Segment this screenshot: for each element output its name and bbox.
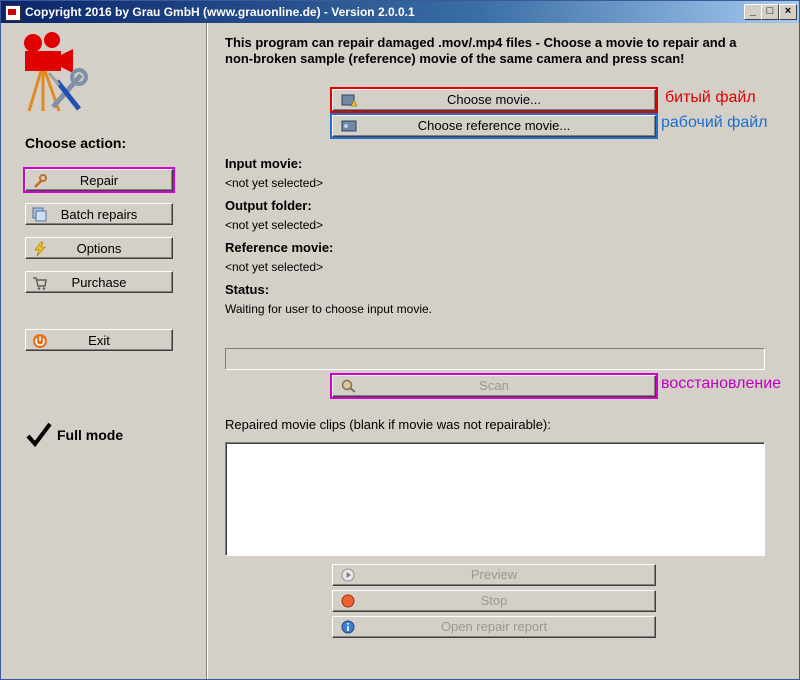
output-folder-label: Output folder: — [225, 198, 312, 213]
progress-bar — [225, 348, 765, 370]
purchase-button-label: Purchase — [71, 275, 127, 290]
lightning-icon — [32, 241, 48, 257]
stop-button[interactable] — [332, 590, 656, 612]
status-value: Waiting for user to choose input movie. — [225, 302, 432, 316]
minimize-button[interactable]: _ — [744, 4, 762, 20]
exit-button-label: Exit — [88, 333, 110, 348]
full-mode-label: Full mode — [57, 427, 124, 443]
camera-tools-logo-icon — [19, 31, 89, 113]
reference-movie-label: Reference movie: — [225, 240, 334, 255]
options-button-label: Options — [76, 241, 122, 256]
window-title: Copyright 2016 by Grau GmbH (www.grauonline.de) - Version 2.0.0.1 — [25, 5, 415, 19]
magnifier-icon — [341, 379, 357, 393]
repair-button[interactable] — [25, 169, 173, 191]
scan-button[interactable] — [332, 375, 656, 397]
purchase-button[interactable] — [25, 271, 173, 293]
reference-movie-value: <not yet selected> — [225, 260, 324, 274]
choose-action-heading: Choose action: — [25, 135, 127, 151]
stop-icon — [341, 594, 357, 608]
options-button[interactable] — [25, 237, 173, 259]
title-bar[interactable] — [1, 1, 799, 23]
choose-movie-label: Choose movie... — [447, 92, 541, 107]
batch-repairs-button[interactable] — [25, 203, 173, 225]
input-movie-value: <not yet selected> — [225, 176, 324, 190]
output-folder-value: <not yet selected> — [225, 218, 324, 232]
movie-icon — [341, 119, 357, 133]
close-button[interactable]: × — [779, 4, 797, 20]
open-repair-report-label: Open repair report — [440, 619, 548, 634]
batch-repairs-button-label: Batch repairs — [60, 207, 138, 222]
sidebar — [1, 23, 206, 679]
main-panel — [208, 23, 799, 679]
preview-button[interactable] — [332, 564, 656, 586]
scan-label: Scan — [479, 378, 509, 393]
wrench-icon — [32, 173, 48, 189]
exit-button[interactable] — [25, 329, 173, 351]
choose-reference-label: Choose reference movie... — [417, 118, 571, 133]
app-icon — [5, 5, 21, 21]
maximize-button[interactable]: □ — [761, 4, 779, 20]
repaired-clips-list[interactable] — [225, 442, 765, 556]
intro-text: This program can repair damaged .mov/.mp4 files - Choose a movie to repair and a non-broken sample (reference) movie of the same camera and press scan! — [225, 35, 737, 66]
choose-movie-button[interactable] — [332, 89, 656, 111]
cart-icon — [32, 275, 48, 291]
stop-label: Stop — [480, 593, 508, 608]
repaired-clips-label: Repaired movie clips (blank if movie was not repairable): — [225, 417, 551, 432]
play-icon — [341, 568, 357, 582]
input-movie-label: Input movie: — [225, 156, 303, 171]
preview-label: Preview — [470, 567, 518, 582]
movie-warning-icon — [341, 93, 357, 107]
repair-button-label: Repair — [79, 173, 119, 188]
working-file-annotation: рабочий файл — [661, 114, 768, 131]
open-repair-report-button[interactable] — [332, 616, 656, 638]
status-label: Status: — [225, 282, 270, 297]
info-icon — [341, 620, 357, 634]
choose-reference-button[interactable] — [332, 115, 656, 137]
stack-icon — [32, 207, 48, 223]
power-icon — [32, 333, 48, 349]
checkmark-icon — [25, 421, 53, 449]
restore-annotation: восстановление — [661, 375, 782, 392]
broken-file-annotation: битый файл — [665, 89, 756, 106]
